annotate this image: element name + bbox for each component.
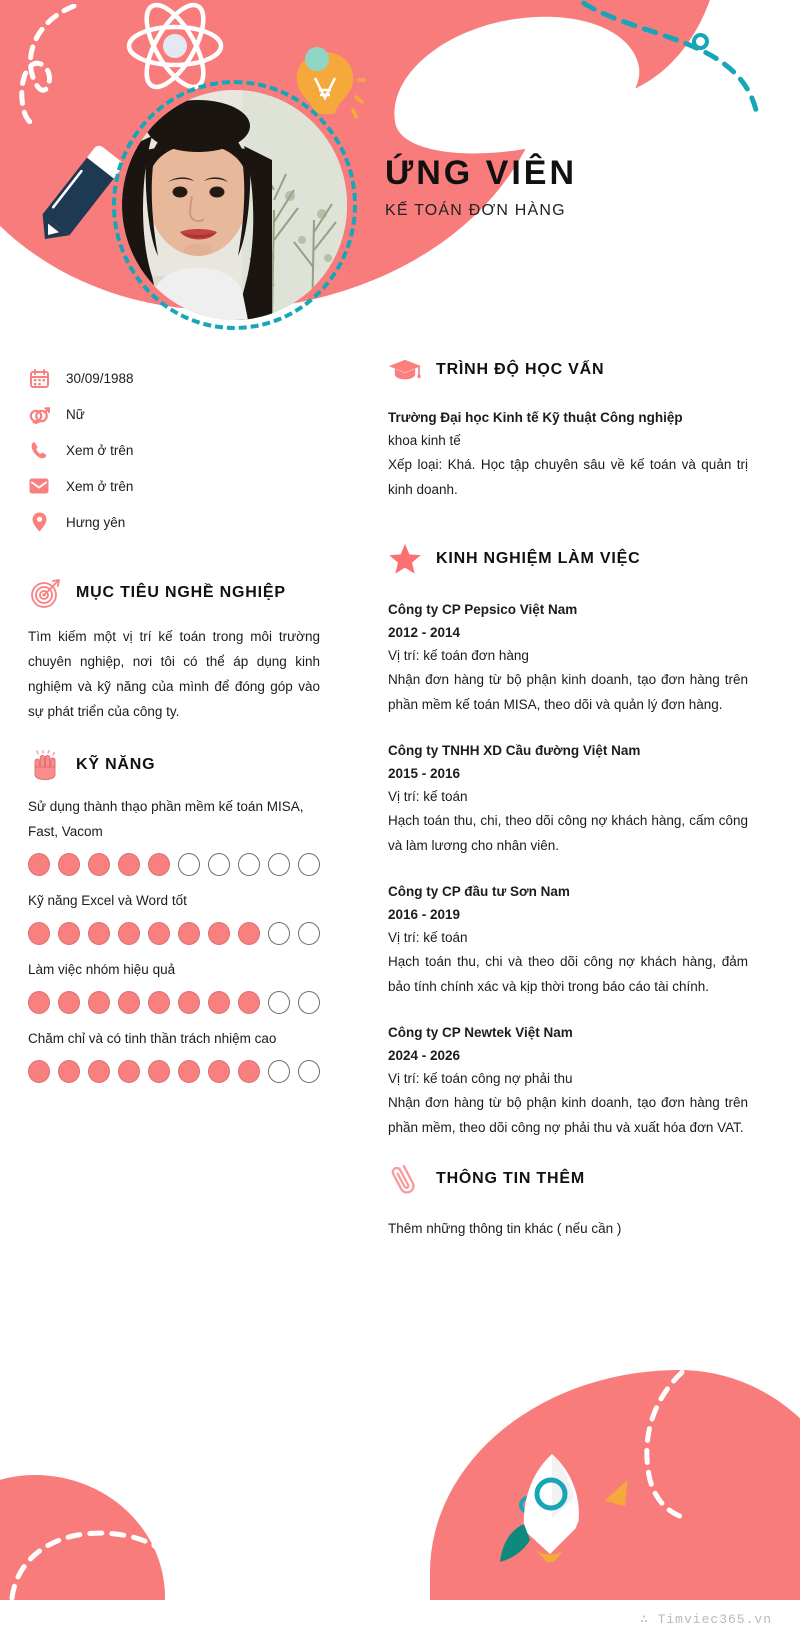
rating-dot [208, 922, 230, 945]
additional-section [388, 1162, 748, 1241]
graduation-cap-icon [388, 356, 422, 384]
star-icon [388, 542, 422, 576]
education-section [388, 356, 748, 502]
rating-dot [28, 1060, 50, 1083]
rating-dot [298, 1060, 320, 1083]
rating-dot [88, 1060, 110, 1083]
rating-dot [268, 1060, 290, 1083]
rating-dot [268, 853, 290, 876]
dashed-curve-icon [620, 1330, 770, 1520]
additional-header [388, 1162, 748, 1196]
rating-dot [148, 1060, 170, 1083]
rating-dot [58, 1060, 80, 1083]
rating-dot [28, 853, 50, 876]
rating-dot [88, 991, 110, 1014]
phone-icon [28, 441, 50, 460]
experience-position: Vị trí: kế toán [388, 789, 468, 804]
rating-dot [238, 1060, 260, 1083]
contact-value: Hưng yên [66, 514, 126, 530]
watermark: ∴ Timviec365.vn [0, 1600, 800, 1639]
experience-period: 2016 - 2019 [388, 907, 461, 922]
candidate-name: ỨNG VIÊN [385, 154, 578, 192]
rating-dot [148, 853, 170, 876]
skill-label: Làm việc nhóm hiệu quả [28, 962, 176, 977]
skill-label: Sử dụng thành thạo phần mềm kế toán MISA, Fast, Vacom [28, 799, 304, 839]
avatar-dashed-ring [112, 80, 357, 330]
contact-item-phone[interactable] [28, 432, 320, 468]
rating-dot [118, 853, 140, 876]
experience-list [388, 598, 748, 1140]
rating-dot [268, 922, 290, 945]
skills-header [28, 750, 320, 780]
dashed-curve-icon [8, 1510, 188, 1600]
location-icon [28, 512, 50, 532]
rating-dot [238, 991, 260, 1014]
experience-description: Nhận đơn hàng từ bộ phận kinh doanh, tạo đơn hàng trên phần mềm, theo dõi công nợ phải thu và xuất hóa đơn VAT. [388, 1095, 748, 1135]
education-detail: Xếp loại: Khá. Học tập chuyên sâu về kế toán và quản trị kinh doanh. [388, 457, 748, 497]
rating-dot [118, 1060, 140, 1083]
experience-header [388, 542, 748, 576]
title-block [385, 155, 765, 220]
rating-dot [208, 853, 230, 876]
target-icon [28, 578, 62, 608]
rating-dot [28, 991, 50, 1014]
experience-period: 2015 - 2016 [388, 766, 461, 781]
rating-dot [268, 991, 290, 1014]
rating-dot [88, 922, 110, 945]
section-title: THÔNG TIN THÊM [436, 1170, 585, 1187]
experience-entry [388, 1021, 748, 1140]
section-title: KINH NGHIỆM LÀM VIỆC [436, 550, 641, 567]
rating-dot [178, 853, 200, 876]
rating-dot [58, 991, 80, 1014]
candidate-role: KẾ TOÁN ĐƠN HÀNG [385, 202, 566, 220]
contact-value: Xem ở trên [66, 478, 134, 494]
contact-item-location [28, 504, 320, 540]
education-faculty: khoa kinh tế [388, 433, 461, 448]
avatar [112, 80, 357, 330]
rating-dot [208, 1060, 230, 1083]
contact-list [28, 360, 320, 540]
contact-value: 30/09/1988 [66, 370, 134, 386]
experience-description: Nhận đơn hàng từ bộ phận kinh doanh, tạo đơn hàng trên phần mềm kế toán MISA, theo dõi và quản lý đơn hàng. [388, 672, 748, 712]
experience-company: Công ty TNHH XD Cầu đường Việt Nam [388, 743, 641, 758]
skill-rating [28, 1060, 320, 1083]
skill-rating [28, 991, 320, 1014]
skill-rating [28, 922, 320, 945]
rating-dot [238, 922, 260, 945]
skill-label: Kỹ năng Excel và Word tốt [28, 893, 187, 908]
experience-description: Hạch toán thu, chi, theo dõi công nợ khách hàng, cấm công và làm lương cho nhân viên. [388, 813, 748, 853]
atom-icon [125, 2, 225, 90]
skill-label: Chăm chỉ và có tinh thần trách nhiệm cao [28, 1031, 277, 1046]
experience-entry [388, 880, 748, 999]
contact-item-email[interactable] [28, 468, 320, 504]
contact-value: Nữ [66, 406, 85, 422]
experience-company: Công ty CP Pepsico Việt Nam [388, 602, 578, 617]
rating-dot [298, 922, 320, 945]
contact-value: Xem ở trên [66, 442, 134, 458]
rating-dot [178, 1060, 200, 1083]
experience-position: Vị trí: kế toán đơn hàng [388, 648, 529, 663]
experience-company: Công ty CP đầu tư Sơn Nam [388, 884, 570, 899]
email-icon [28, 478, 50, 494]
rating-dot [58, 853, 80, 876]
section-title: MỤC TIÊU NGHỀ NGHIỆP [76, 584, 286, 601]
skills-list [28, 794, 320, 1083]
experience-section [388, 542, 748, 1140]
right-column [388, 356, 748, 1241]
rating-dot [58, 922, 80, 945]
footer-decoration [0, 1290, 800, 1600]
contact-item-birthdate [28, 360, 320, 396]
experience-entry [388, 739, 748, 858]
rating-dot [118, 991, 140, 1014]
education-entry [388, 406, 748, 502]
objective-text: Tìm kiếm một vị trí kế toán trong môi trường chuyên nghiệp, nơi tôi có thể áp dụng kinh nghiệm và kỹ năng của mình để đóng góp vào sự phát triển của công ty. [28, 629, 320, 719]
experience-period: 2012 - 2014 [388, 625, 461, 640]
rating-dot [178, 991, 200, 1014]
experience-entry [388, 598, 748, 717]
experience-position: Vị trí: kế toán công nợ phải thu [388, 1071, 573, 1086]
rating-dot [118, 922, 140, 945]
rating-dot [238, 853, 260, 876]
experience-position: Vị trí: kế toán [388, 930, 468, 945]
hand-icon [28, 750, 62, 780]
experience-period: 2024 - 2026 [388, 1048, 461, 1063]
rating-dot [298, 991, 320, 1014]
teal-dot-icon [692, 33, 709, 50]
dashed-curve-icon [560, 0, 770, 130]
rating-dot [28, 922, 50, 945]
gender-icon [28, 405, 50, 424]
rating-dot [148, 991, 170, 1014]
skills-section [28, 750, 320, 1083]
section-title: KỸ NĂNG [76, 756, 156, 773]
education-school: Trường Đại học Kinh tế Kỹ thuật Công nghiệp [388, 410, 683, 425]
section-title: TRÌNH ĐỘ HỌC VẤN [436, 361, 605, 378]
objective-section [28, 578, 320, 724]
dashed-curve-icon [14, 4, 94, 124]
rating-dot [148, 922, 170, 945]
left-column [28, 360, 320, 1095]
calendar-icon [28, 369, 50, 388]
rating-dot [178, 922, 200, 945]
rating-dot [88, 853, 110, 876]
additional-text: Thêm những thông tin khác ( nếu cần ) [388, 1221, 622, 1236]
education-list [388, 406, 748, 502]
experience-description: Hạch toán thu, chi và theo dõi công nợ khách hàng, đảm bảo tính chính xác và kịp thời trong báo cáo tài chính. [388, 954, 748, 994]
objective-header [28, 578, 320, 608]
contact-item-gender [28, 396, 320, 432]
skill-rating [28, 853, 320, 876]
experience-company: Công ty CP Newtek Việt Nam [388, 1025, 573, 1040]
paperclip-icon [388, 1162, 422, 1196]
rocket-icon [480, 1450, 615, 1580]
education-header [388, 356, 748, 384]
rating-dot [298, 853, 320, 876]
rating-dot [208, 991, 230, 1014]
